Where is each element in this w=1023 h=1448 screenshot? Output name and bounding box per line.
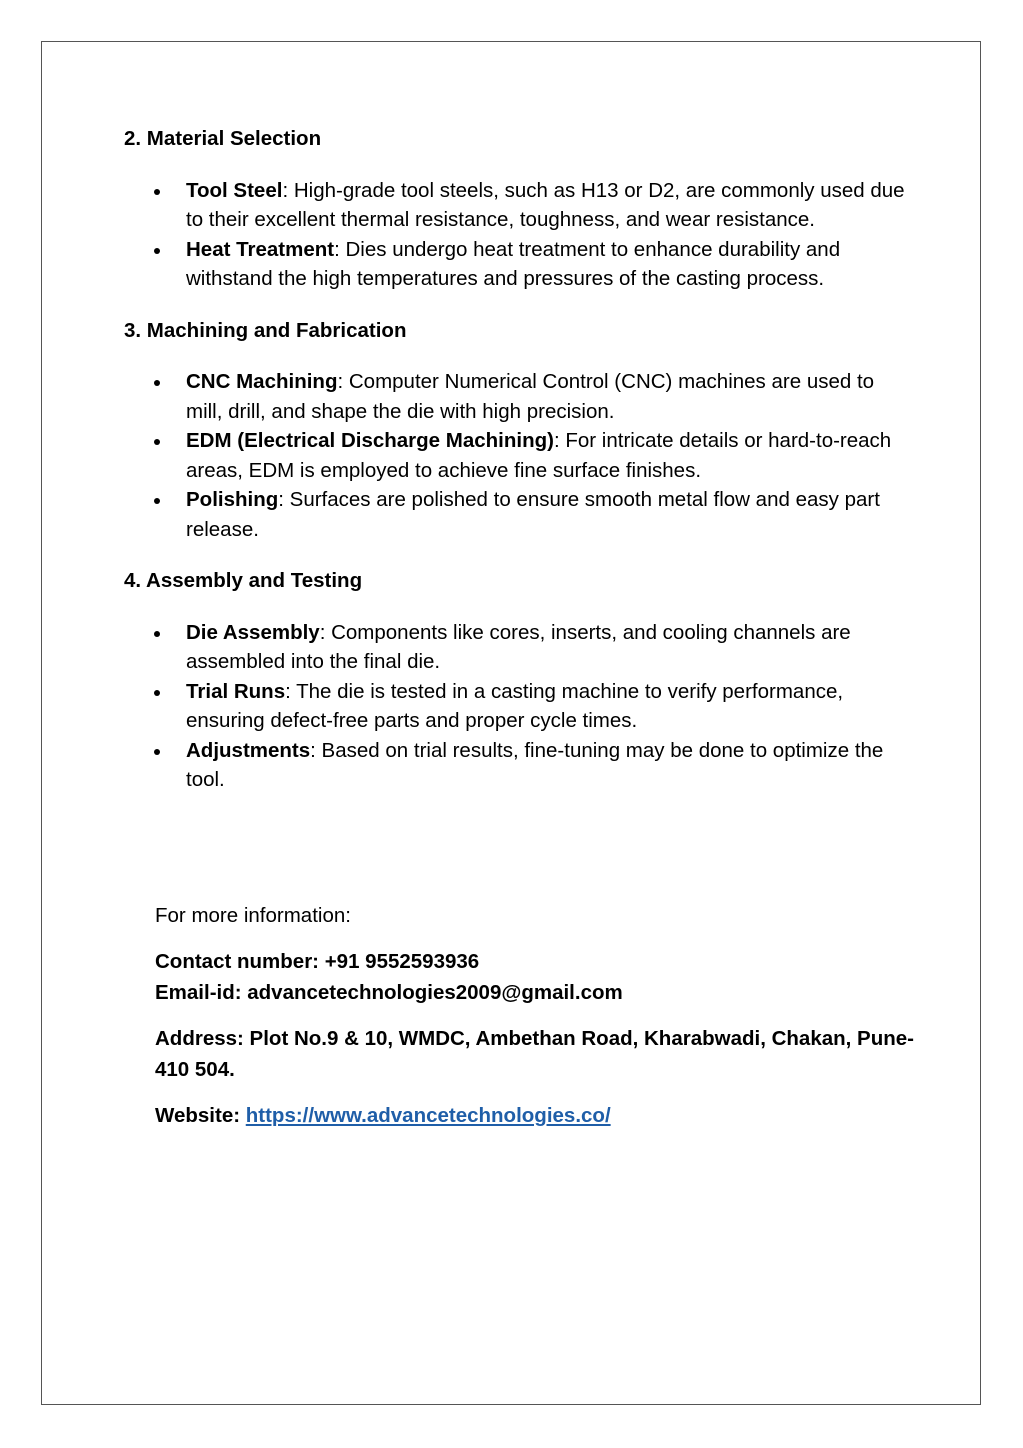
section-material-selection xyxy=(124,124,914,294)
contact-address: Address: Plot No.9 & 10, WMDC, Ambethan Road, Kharabwadi, Chakan, Pune-410 504. xyxy=(155,1027,914,1081)
item-text: : High-grade tool steels, such as H13 or D2, are commonly used due to their excellent thermal resistance, toughness, and wear resistance. xyxy=(186,178,905,231)
item-text: : Surfaces are polished to ensure smooth metal flow and easy part release. xyxy=(186,488,880,541)
item-term: Die Assembly xyxy=(186,620,320,644)
list-item xyxy=(124,367,914,426)
item-term: Heat Treatment xyxy=(186,237,335,261)
section-title: 4. Assembly and Testing xyxy=(124,569,363,592)
contact-block xyxy=(155,900,915,1131)
list-item xyxy=(124,736,914,795)
section-assembly-testing xyxy=(124,566,914,795)
bullet-list xyxy=(124,176,914,294)
list-item xyxy=(124,485,914,544)
contact-intro: For more information: xyxy=(155,904,351,927)
item-term: Polishing xyxy=(186,488,279,511)
list-item xyxy=(124,677,914,736)
bullet-list xyxy=(124,618,914,795)
bullet-list xyxy=(124,367,914,544)
item-text: : The die is tested in a casting machine to verify performance, ensuring defect-free parts and proper cycle times. xyxy=(186,679,844,732)
item-term: CNC Machining xyxy=(186,370,338,393)
list-item xyxy=(124,235,914,294)
item-text: : Components like cores, inserts, and cooling channels are assembled into the final die. xyxy=(186,620,851,673)
bullet-icon xyxy=(154,248,160,254)
list-item xyxy=(124,176,914,235)
contact-phone: Contact number: +91 9552593936 xyxy=(155,950,480,973)
list-item xyxy=(124,426,914,485)
document-body xyxy=(124,124,914,817)
item-text: : For intricate details or hard-to-reach areas, EDM is employed to achieve fine surface finishes. xyxy=(186,429,892,482)
website-link[interactable]: https://www.advancetechnologies.co/ xyxy=(245,1104,611,1127)
list-item xyxy=(124,618,914,677)
bullet-icon xyxy=(154,380,160,386)
bullet-icon xyxy=(154,498,160,504)
contact-email: Email-id: advancetechnologies2009@gmail.com xyxy=(155,981,623,1004)
section-title: 2. Material Selection xyxy=(124,127,322,150)
item-term: Adjustments xyxy=(186,738,311,762)
bullet-icon xyxy=(154,631,160,637)
item-text: : Dies undergo heat treatment to enhance durability and withstand the high temperatures and pressures of the casting process. xyxy=(186,237,841,290)
item-term: Trial Runs xyxy=(186,679,286,703)
bullet-icon xyxy=(154,749,160,755)
item-text: : Based on trial results, fine-tuning may be done to optimize the tool. xyxy=(186,738,884,791)
section-machining-fabrication xyxy=(124,316,914,545)
item-term: Tool Steel xyxy=(186,178,283,202)
bullet-icon xyxy=(154,189,160,195)
contact-website xyxy=(155,1100,915,1131)
item-text: : Computer Numerical Control (CNC) machines are used to mill, drill, and shape the die with high precision. xyxy=(186,370,875,423)
website-label: Website: xyxy=(155,1104,246,1127)
section-title: 3. Machining and Fabrication xyxy=(124,318,407,342)
bullet-icon xyxy=(154,690,160,696)
bullet-icon xyxy=(154,439,160,445)
item-term: EDM (Electrical Discharge Machining) xyxy=(186,429,554,452)
